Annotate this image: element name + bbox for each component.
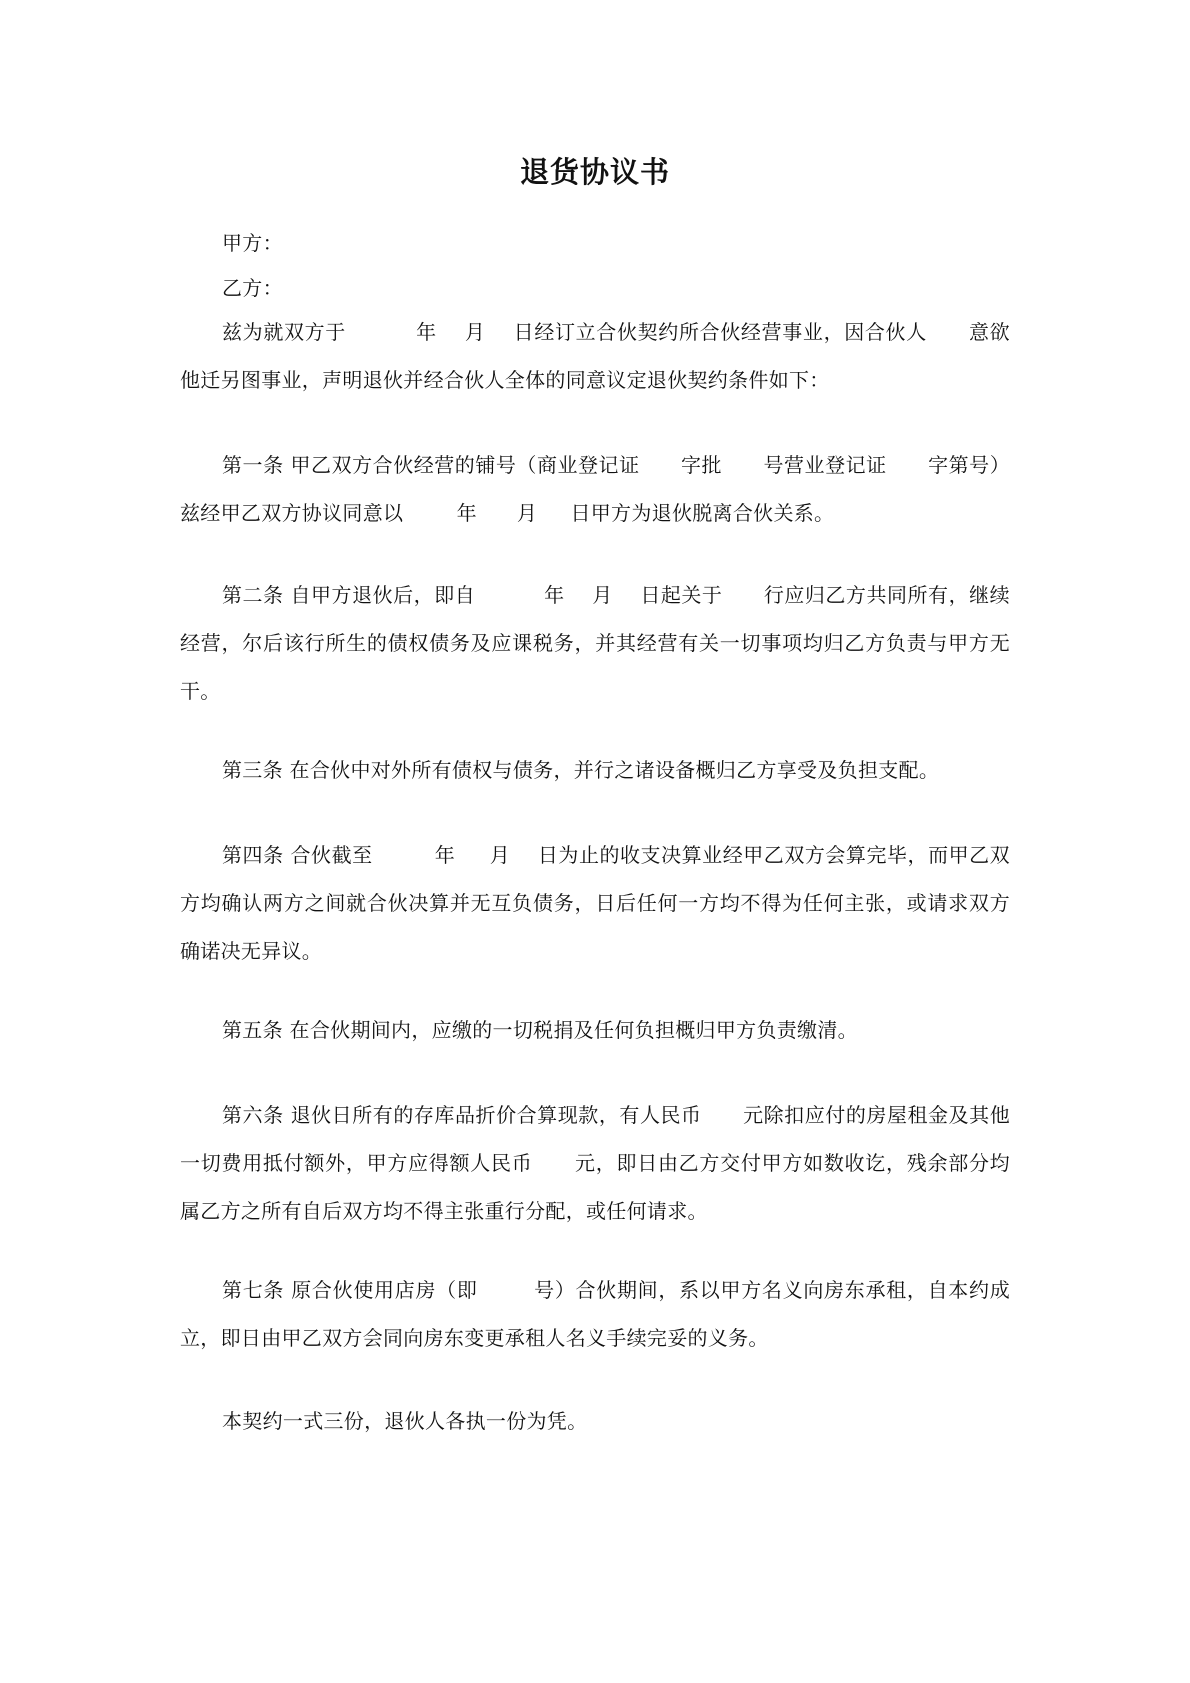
document-title: 退货协议书	[519, 155, 670, 189]
closing-statement: 本契约一式三份，退伙人各执一份为凭。	[222, 1409, 588, 1433]
article-7: 第七条 原合伙使用店房（即 号）合伙期间，系以甲方名义向房东承租，自本约成立，即日由甲乙双方会同向房东变更承租人名义手续完妥的义务。	[180, 1278, 1010, 1350]
article-6: 第六条 退伙日所有的存库品折价合算现款，有人民币 元除扣应付的房屋租金及其他一切费用抵付额外，甲方应得额人民币 元，即日由乙方交付甲方如数收讫，残余部分均属乙方之所有自后双方均不得主张重行分配，或任何请求。	[180, 1103, 1011, 1223]
article-5: 第五条 在合伙期间内，应缴的一切税捐及任何负担概归甲方负责缴清。	[222, 1018, 858, 1042]
article-4: 第四条 合伙截至 年 月 日为止的收支决算业经甲乙双方会算完毕，而甲乙双方均确认两方之间就合伙决算并无互负债务，日后任何一方均不得为任何主张，或请求双方确诺决无异议。	[180, 843, 1010, 963]
article-3: 第三条 在合伙中对外所有债权与债务，并行之诸设备概归乙方享受及负担支配。	[222, 758, 940, 782]
party-a-label: 甲方：	[222, 231, 283, 255]
party-b-label: 乙方：	[222, 276, 283, 300]
article-2: 第二条 自甲方退伙后，即自 年 月 日起关于 行应归乙方共同所有，继续经营，尔后该行所生的债权债务及应课税务，并其经营有关一切事项均归乙方负责与甲方无干。	[180, 583, 1010, 703]
intro-paragraph: 兹为就双方于 年 月 日经订立合伙契约所合伙经营事业，因合伙人 意欲他迁另图事业，声明退伙并经合伙人全体的同意议定退伙契约条件如下：	[180, 320, 1010, 392]
article-1: 第一条 甲乙双方合伙经营的铺号（商业登记证 字批 号营业登记证 字第号）兹经甲乙双方协议同意以 年 月 日甲方为退伙脱离合伙关系。	[180, 453, 1010, 525]
